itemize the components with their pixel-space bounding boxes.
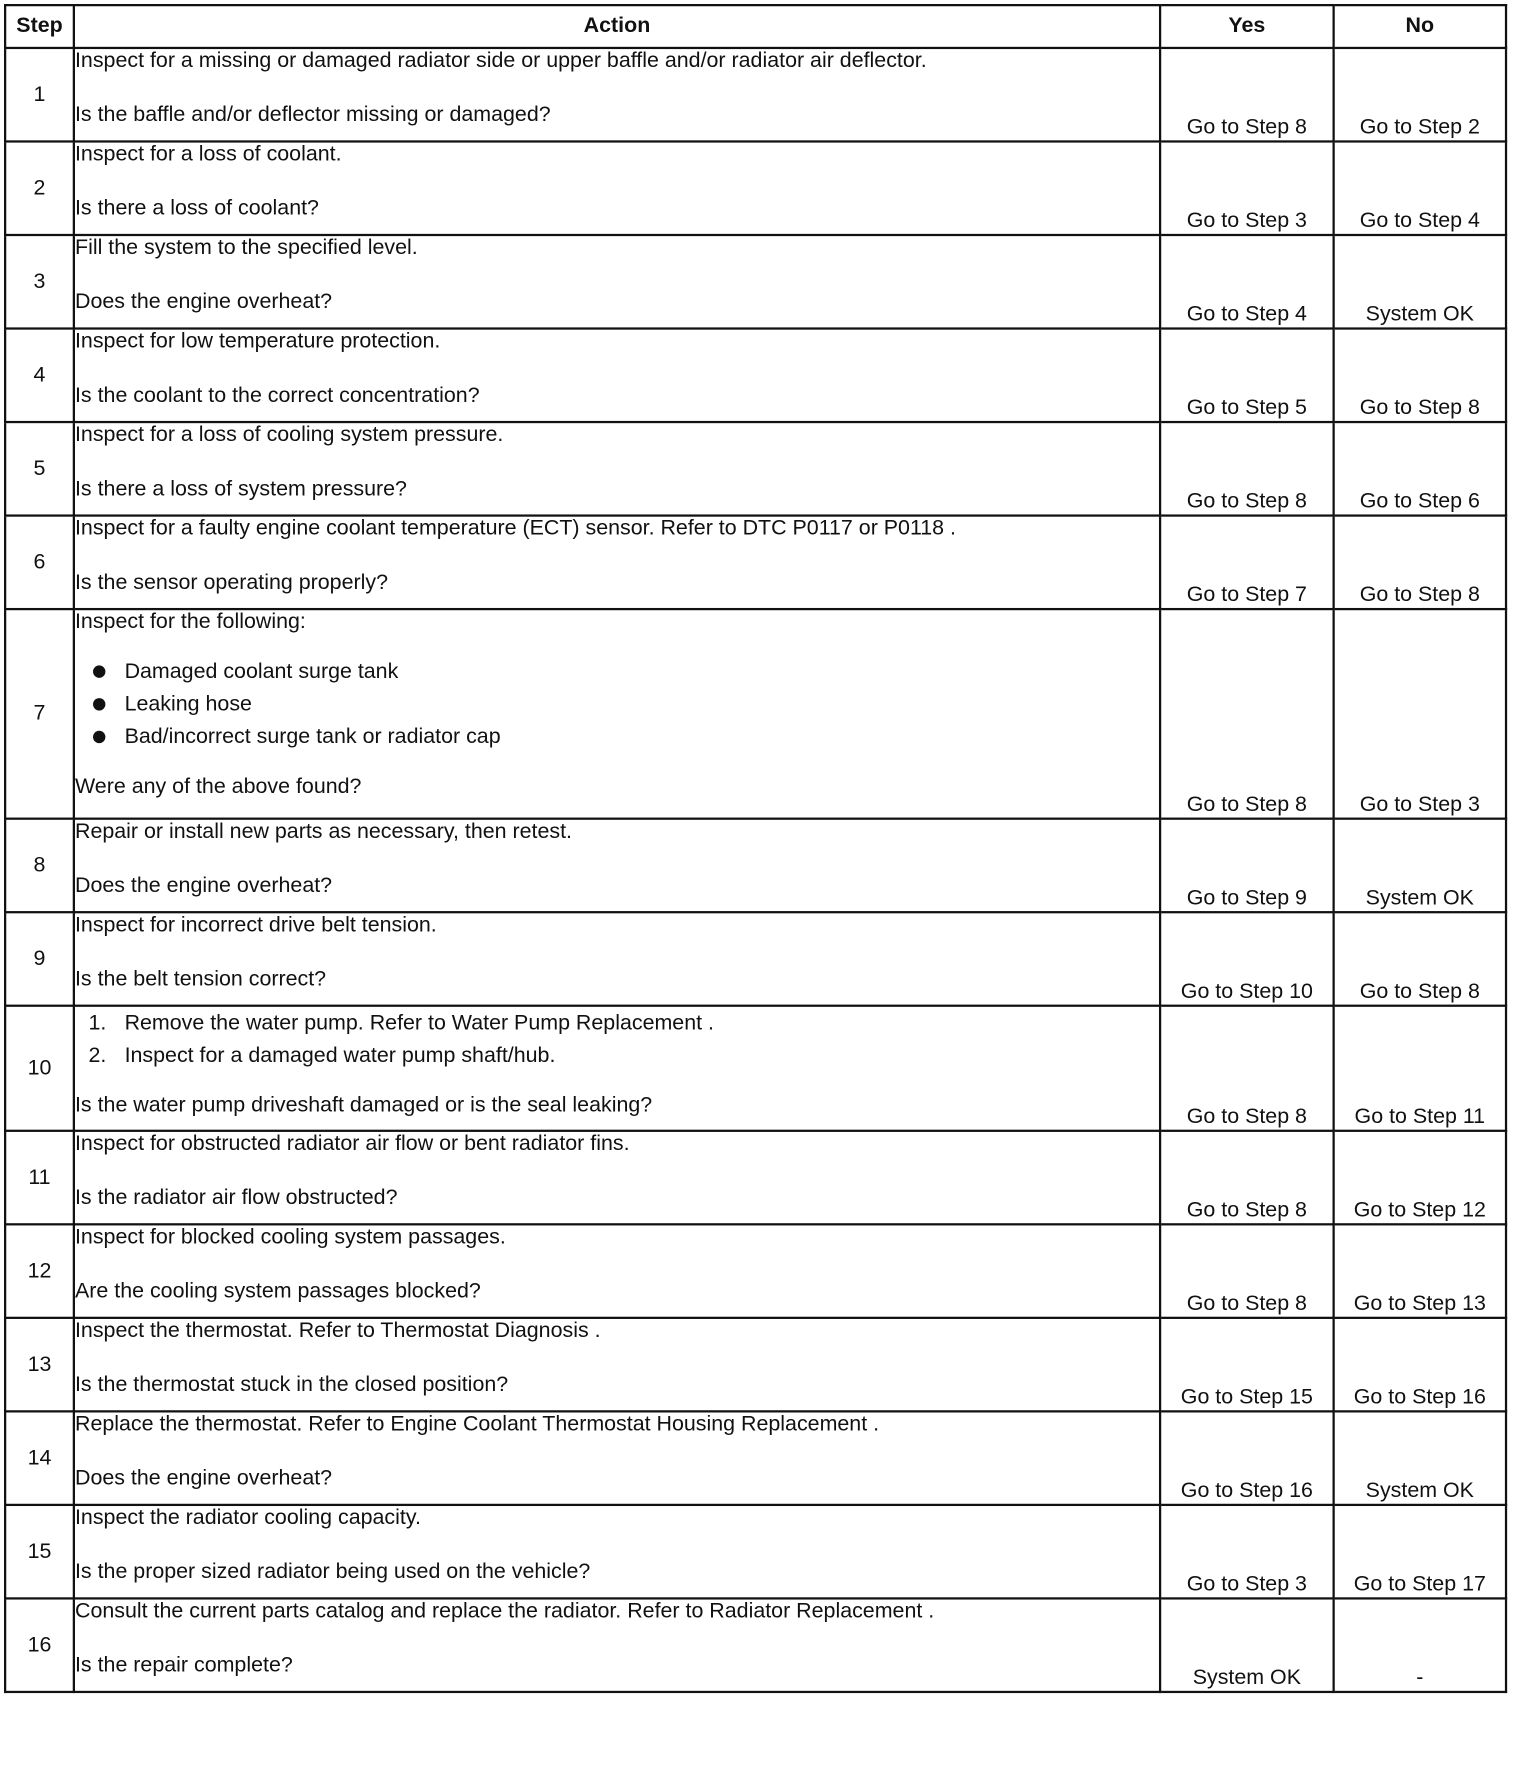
no-result: - xyxy=(1334,1598,1506,1692)
action-question: Is the thermostat stuck in the closed position? xyxy=(74,1373,509,1397)
header-row xyxy=(5,5,1506,48)
no-result: Go to Step 11 xyxy=(1334,1006,1506,1131)
table-row xyxy=(5,422,1506,516)
yes-result: Go to Step 8 xyxy=(1160,422,1334,516)
header-no: No xyxy=(1334,5,1506,48)
table-row xyxy=(5,1318,1506,1412)
bullet-text: Damaged coolant surge tank xyxy=(124,659,399,684)
page xyxy=(4,4,1507,1693)
step-number: 8 xyxy=(5,819,74,913)
item-text: Remove the water pump. Refer to Water Pump Replacement . xyxy=(124,1011,714,1036)
action-cell xyxy=(74,1131,1160,1225)
yes-result: Go to Step 3 xyxy=(1160,141,1334,235)
action-instruction: Inspect for blocked cooling system passages. xyxy=(74,1225,506,1250)
table-row xyxy=(5,819,1506,913)
step-number: 15 xyxy=(5,1505,74,1599)
no-result: Go to Step 6 xyxy=(1334,422,1506,516)
yes-result: Go to Step 16 xyxy=(1160,1411,1334,1505)
no-result: Go to Step 8 xyxy=(1334,912,1506,1006)
action-instruction: Consult the current parts catalog and replace the radiator. Refer to Radiator Replacement . xyxy=(74,1599,935,1624)
table-row xyxy=(5,235,1506,329)
bullet-dot-icon xyxy=(93,698,105,710)
step-number: 9 xyxy=(5,912,74,1006)
no-result: Go to Step 2 xyxy=(1334,48,1506,142)
action-cell xyxy=(74,141,1160,235)
action-instruction: Inspect for obstructed radiator air flow or bent radiator fins. xyxy=(74,1131,630,1156)
no-result: System OK xyxy=(1334,1411,1506,1505)
step-number: 4 xyxy=(5,329,74,423)
action-instruction: Inspect for a loss of cooling system pressure. xyxy=(74,423,504,447)
yes-result: Go to Step 5 xyxy=(1160,329,1334,423)
action-question: Is the belt tension correct? xyxy=(74,967,327,992)
table-row xyxy=(5,609,1506,819)
yes-result: Go to Step 9 xyxy=(1160,819,1334,913)
table-row xyxy=(5,1131,1506,1225)
action-instruction: Inspect for the following: xyxy=(74,610,306,634)
action-cell xyxy=(74,422,1160,516)
action-instruction: Repair or install new parts as necessary, then retest. xyxy=(74,819,572,844)
yes-result: System OK xyxy=(1160,1598,1334,1692)
table-row xyxy=(5,48,1506,142)
numbered-list xyxy=(75,1007,1159,1072)
action-question: Is the proper sized radiator being used on the vehicle? xyxy=(74,1560,591,1584)
action-instruction: Fill the system to the specified level. xyxy=(74,236,418,260)
step-number: 7 xyxy=(5,609,74,819)
action-question: Does the engine overheat? xyxy=(74,1466,333,1491)
step-number: 13 xyxy=(5,1318,74,1412)
item-number: 1. xyxy=(88,1011,107,1036)
action-question: Is there a loss of system pressure? xyxy=(74,477,407,501)
no-result: Go to Step 8 xyxy=(1334,516,1506,610)
yes-result: Go to Step 8 xyxy=(1160,1006,1334,1131)
bullet-list xyxy=(75,655,1159,753)
action-question: Is the sensor operating properly? xyxy=(74,570,388,595)
table-row xyxy=(5,912,1506,1006)
action-instruction: Inspect the thermostat. Refer to Thermostat Diagnosis . xyxy=(74,1318,601,1343)
bullet-dot-icon xyxy=(93,665,105,677)
action-instruction: Inspect for a missing or damaged radiator side or upper baffle and/or radiator air deflector. xyxy=(74,49,927,73)
action-cell xyxy=(74,1411,1160,1505)
item-number: 2. xyxy=(88,1044,107,1068)
action-cell xyxy=(74,1598,1160,1692)
table-row xyxy=(5,1505,1506,1599)
table-row xyxy=(5,1411,1506,1505)
yes-result: Go to Step 4 xyxy=(1160,235,1334,329)
yes-result: Go to Step 3 xyxy=(1160,1505,1334,1599)
step-number: 16 xyxy=(5,1598,74,1692)
action-question: Does the engine overheat? xyxy=(74,290,333,314)
action-instruction: Inspect for incorrect drive belt tension. xyxy=(74,913,437,937)
step-number: 12 xyxy=(5,1224,74,1318)
table-row xyxy=(5,141,1506,235)
step-number: 6 xyxy=(5,516,74,610)
action-instruction: Inspect for low temperature protection. xyxy=(74,329,441,354)
yes-result: Go to Step 8 xyxy=(1160,609,1334,819)
action-cell xyxy=(74,516,1160,610)
table-row xyxy=(5,329,1506,423)
yes-result: Go to Step 7 xyxy=(1160,516,1334,610)
action-instruction: Inspect the radiator cooling capacity. xyxy=(74,1506,421,1530)
action-cell xyxy=(74,48,1160,142)
step-number: 1 xyxy=(5,48,74,142)
diagnostic-table xyxy=(4,4,1507,1693)
no-result: System OK xyxy=(1334,819,1506,913)
action-question: Is the baffle and/or deflector missing or damaged? xyxy=(74,103,551,127)
action-cell xyxy=(74,912,1160,1006)
table-row xyxy=(5,1598,1506,1692)
no-result: Go to Step 4 xyxy=(1334,141,1506,235)
bullet-item xyxy=(75,688,1159,721)
yes-result: Go to Step 8 xyxy=(1160,1131,1334,1225)
bullet-item xyxy=(75,655,1159,688)
table-row xyxy=(5,1224,1506,1318)
action-question: Are the cooling system passages blocked? xyxy=(74,1279,481,1304)
action-question: Is there a loss of coolant? xyxy=(74,196,319,221)
action-question: Is the radiator air flow obstructed? xyxy=(74,1186,398,1210)
bullet-dot-icon xyxy=(93,731,105,743)
step-number: 10 xyxy=(5,1006,74,1131)
bullet-item xyxy=(75,721,1159,754)
yes-result: Go to Step 15 xyxy=(1160,1318,1334,1412)
action-cell xyxy=(74,1224,1160,1318)
item-text: Inspect for a damaged water pump shaft/hub. xyxy=(124,1044,556,1068)
step-number: 2 xyxy=(5,141,74,235)
table-row xyxy=(5,516,1506,610)
no-result: Go to Step 3 xyxy=(1334,609,1506,819)
action-cell xyxy=(74,1505,1160,1599)
no-result: Go to Step 13 xyxy=(1334,1224,1506,1318)
action-question: Is the repair complete? xyxy=(74,1653,293,1678)
step-number: 5 xyxy=(5,422,74,516)
header-yes: Yes xyxy=(1160,5,1334,48)
action-cell xyxy=(74,1006,1160,1131)
step-number: 11 xyxy=(5,1131,74,1225)
bullet-text: Bad/incorrect surge tank or radiator cap xyxy=(124,725,501,749)
action-instruction: Replace the thermostat. Refer to Engine Coolant Thermostat Housing Replacement . xyxy=(74,1412,880,1437)
table-body xyxy=(5,48,1506,1692)
action-cell xyxy=(74,609,1160,819)
no-result: Go to Step 17 xyxy=(1334,1505,1506,1599)
no-result: Go to Step 8 xyxy=(1334,329,1506,423)
action-question: Is the water pump driveshaft damaged or is the seal leaking? xyxy=(74,1093,653,1118)
action-cell xyxy=(74,819,1160,913)
action-question: Is the coolant to the correct concentration? xyxy=(74,383,480,408)
step-number: 14 xyxy=(5,1411,74,1505)
action-instruction: Inspect for a loss of coolant. xyxy=(74,142,342,167)
no-result: Go to Step 12 xyxy=(1334,1131,1506,1225)
yes-result: Go to Step 8 xyxy=(1160,1224,1334,1318)
no-result: System OK xyxy=(1334,235,1506,329)
action-question: Were any of the above found? xyxy=(74,774,362,799)
action-cell xyxy=(74,329,1160,423)
action-cell xyxy=(74,1318,1160,1412)
yes-result: Go to Step 10 xyxy=(1160,912,1334,1006)
yes-result: Go to Step 8 xyxy=(1160,48,1334,142)
numbered-item xyxy=(75,1040,1159,1073)
header-action: Action xyxy=(74,5,1160,48)
action-cell xyxy=(74,235,1160,329)
action-question: Does the engine overheat? xyxy=(74,873,333,898)
table-row xyxy=(5,1006,1506,1131)
numbered-item xyxy=(75,1007,1159,1040)
bullet-text: Leaking hose xyxy=(124,692,252,717)
no-result: Go to Step 16 xyxy=(1334,1318,1506,1412)
action-instruction: Inspect for a faulty engine coolant temperature (ECT) sensor. Refer to DTC P0117 or P0118 . xyxy=(74,516,956,541)
step-number: 3 xyxy=(5,235,74,329)
header-step: Step xyxy=(5,5,74,48)
